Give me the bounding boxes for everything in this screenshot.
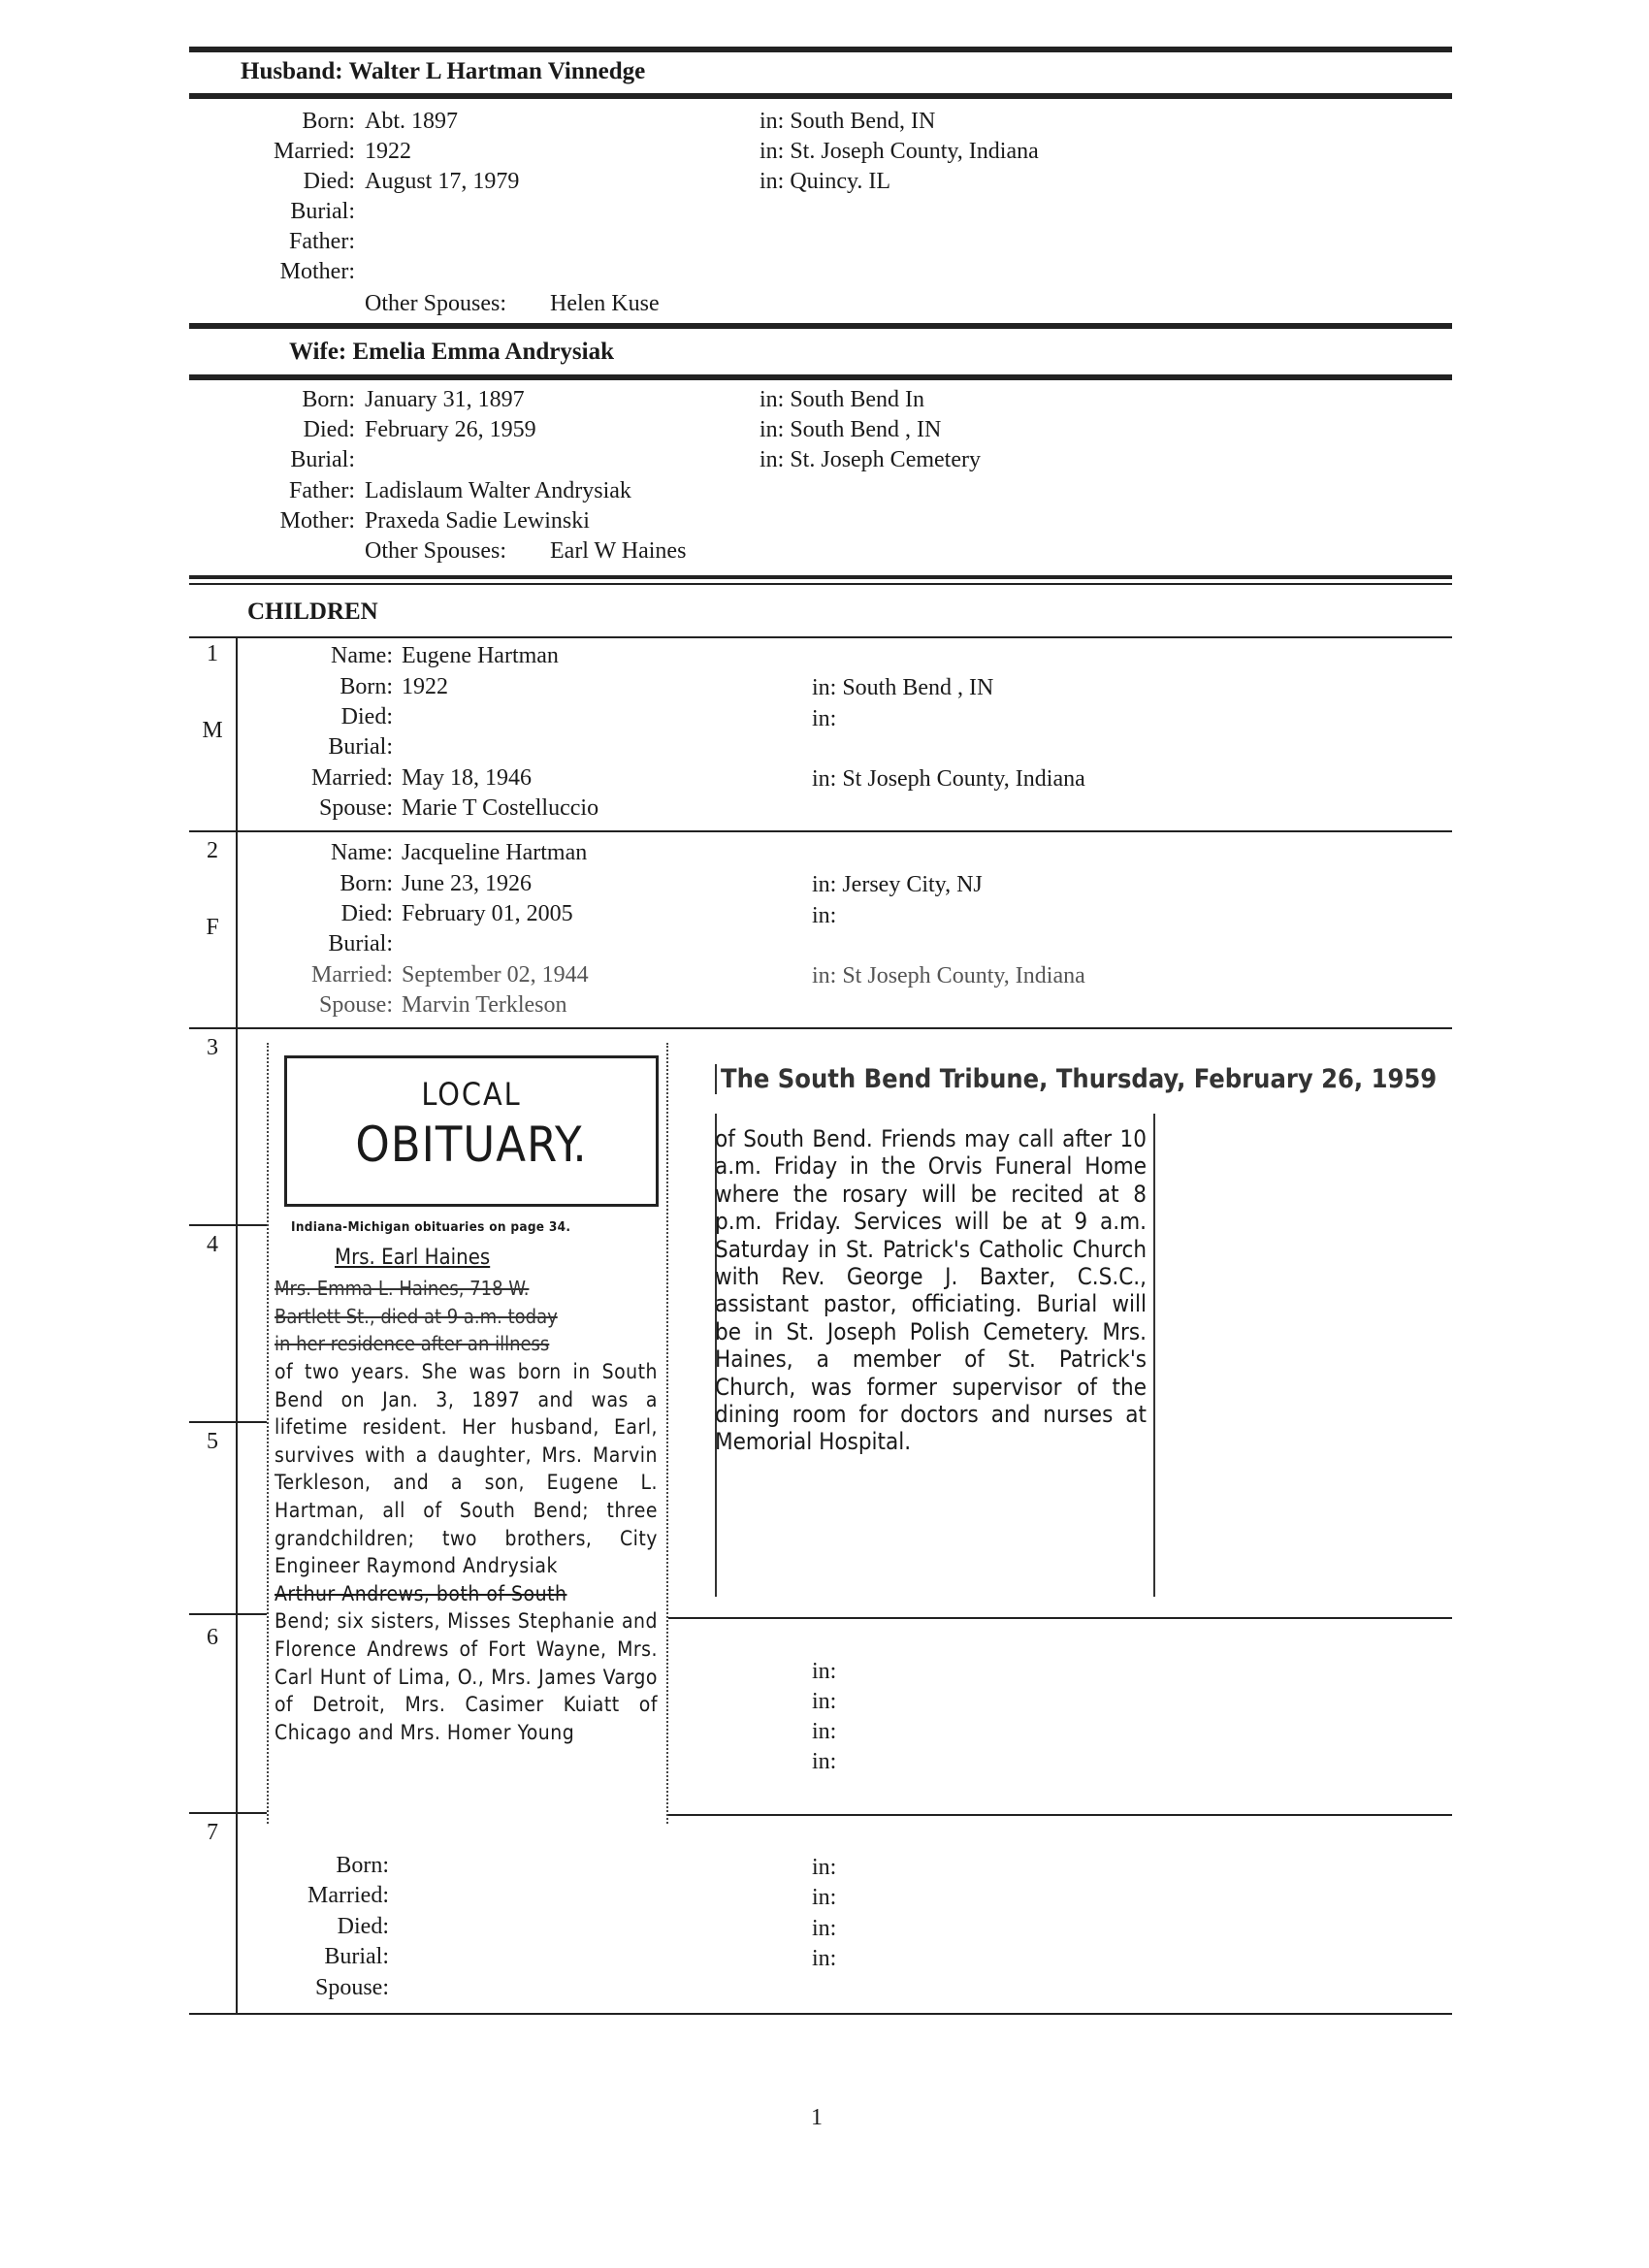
child-spouse: Marvin Terkleson [402, 992, 567, 1018]
spouse-label: Spouse: [318, 795, 393, 821]
child-born-place: in: Jersey City, NJ [812, 872, 983, 897]
child-born: June 23, 1926 [402, 871, 532, 896]
child-7-in-label: in: [812, 1855, 837, 1880]
divider [189, 1224, 267, 1226]
child-spouse: Marie T Costelluccio [402, 795, 599, 821]
struck-line: Bartlett St., died at 9 a.m. today [275, 1304, 558, 1328]
died-label: Died: [337, 1914, 389, 1939]
burial-label: Burial: [290, 447, 355, 472]
divider [189, 374, 1452, 380]
died-label: Died: [303, 417, 355, 442]
wife-died-place: in: South Bend , IN [760, 417, 942, 442]
child-number: 3 [207, 1035, 218, 1060]
child-died-place: in: [812, 903, 837, 928]
obituary-body-local [275, 1358, 658, 1746]
child-7-in-label: in: [812, 1946, 837, 1971]
child-married: September 02, 1944 [402, 962, 589, 988]
divider [189, 636, 1452, 638]
child-number: 6 [207, 1625, 218, 1650]
husband-born: Abt. 1897 [365, 109, 458, 134]
wife-burial-place: in: St. Joseph Cemetery [760, 447, 981, 472]
other-spouses-label: Other Spouses: [365, 291, 506, 316]
born-label: Born: [336, 1853, 389, 1878]
page-number: 1 [811, 2105, 823, 2130]
local-obituary-box [284, 1055, 659, 1207]
mother-label: Mother: [279, 259, 355, 284]
husband-married: 1922 [365, 139, 411, 164]
divider [189, 323, 1452, 329]
child-name: Jacqueline Hartman [402, 840, 588, 865]
child-sex: M [202, 718, 223, 743]
husband-died-place: in: Quincy. IL [760, 169, 891, 194]
tribune-masthead: The South Bend Tribune, Thursday, February 26, 1959 [715, 1064, 1437, 1094]
child-born-place: in: South Bend , IN [812, 675, 994, 700]
child-name: Eugene Hartman [402, 643, 559, 668]
wife-died: February 26, 1959 [365, 417, 536, 442]
child-born: 1922 [402, 674, 448, 699]
child-7-in-label: in: [812, 1916, 837, 1941]
died-label: Died: [340, 704, 393, 729]
wife-father: Ladislaum Walter Andrysiak [365, 478, 631, 503]
struck-obituary-lines [275, 1275, 658, 1358]
divider [189, 93, 1452, 99]
born-label: Born: [340, 871, 393, 896]
child-6-in-label: in: [812, 1749, 837, 1774]
burial-label: Burial: [324, 1944, 389, 1969]
obituary-text: of two years. She was born in South Bend on Jan. 3, 1897 and was a lifetime resident. Her husband, Earl, survives with a daughter, Mrs. Marvin Terkleson, and a son, Eugene L. Hartman, all of South Bend; three grandchildren; two brothers, City Engineer Raymond Andrysiak [275, 1360, 658, 1578]
born-label: Born: [302, 109, 355, 134]
father-label: Father: [289, 229, 355, 254]
obituary-page-note: Indiana-Michigan obituaries on page 34. [291, 1219, 571, 1235]
obituary-body-tribune [715, 1125, 1147, 1456]
mother-label: Mother: [279, 508, 355, 534]
husband-heading: Husband: Walter L Hartman Vinnedge [241, 58, 646, 84]
obituary-text: Bend; six sisters, Misses Stephanie and Florence Andrews of Fort Wayne, Mrs. Carl Hunt of Lima, O., Mrs. James Vargo of Detroit, Mrs. Casimer Kuiatt of Chicago and Mrs. Homer Young [275, 1609, 658, 1744]
local-heading: LOCAL [421, 1076, 522, 1113]
child-married: May 18, 1946 [402, 765, 532, 791]
divider [664, 1617, 1452, 1619]
husband-name: Walter L Hartman Vinnedge [348, 58, 646, 84]
wife-mother: Praxeda Sadie Lewinski [365, 508, 590, 534]
wife-other-spouses: Earl W Haines [550, 538, 687, 564]
child-married-place: in: St Joseph County, Indiana [812, 963, 1085, 988]
spouse-label: Spouse: [318, 992, 393, 1018]
burial-label: Burial: [328, 931, 393, 956]
child-number: 2 [207, 838, 218, 863]
children-heading: CHILDREN [247, 599, 378, 625]
wife-born: January 31, 1897 [365, 387, 525, 412]
struck-line: Mrs. Emma L. Haines, 718 W. [275, 1277, 530, 1300]
obituary-heading: OBITUARY. [355, 1117, 588, 1173]
divider [189, 47, 1452, 52]
child-number: 1 [207, 641, 218, 666]
child-6-in-label: in: [812, 1659, 837, 1684]
wife-heading: Wife: Emelia Emma Andrysiak [289, 339, 614, 365]
other-spouses-label: Other Spouses: [365, 538, 506, 564]
obituary-text: of South Bend. Friends may call after 10 a.m. Friday in the Orvis Funeral Home where the rosary will be recited at 8 p.m. Friday. Services will be at 9 a.m. Saturday in St. Patrick's Catholic Church with Rev. George J. Baxter, C.S.C., assistant pastor, officiating. Burial will be in St. Joseph Polish Cemetery. Mrs. Haines, a member of St. Patrick's Church, was former supervisor of the dining room for doctors and nurses at Memorial Hospital. [715, 1125, 1147, 1456]
child-number: 4 [207, 1232, 218, 1257]
divider [189, 575, 1452, 579]
child-died-place: in: [812, 706, 837, 731]
obituary-headline: Mrs. Earl Haines [335, 1246, 491, 1270]
child-married-place: in: St Joseph County, Indiana [812, 766, 1085, 792]
married-label: Married: [311, 765, 393, 791]
divider [189, 1812, 267, 1814]
name-label: Name: [331, 643, 393, 668]
child-number: 5 [207, 1429, 218, 1454]
died-label: Died: [340, 901, 393, 926]
husband-married-place: in: St. Joseph County, Indiana [760, 139, 1039, 164]
struck-line: in her residence after an illness [275, 1332, 550, 1355]
child-6-in-label: in: [812, 1689, 837, 1714]
name-label: Name: [331, 840, 393, 865]
obituary-struck-text: Arthur Andrews, both of South [275, 1581, 567, 1605]
married-label: Married: [274, 139, 355, 164]
husband-born-place: in: South Bend, IN [760, 109, 936, 134]
husband-other-spouses: Helen Kuse [550, 291, 660, 316]
child-6-in-label: in: [812, 1719, 837, 1744]
divider [189, 1027, 1452, 1029]
died-label: Died: [303, 169, 355, 194]
child-sex: F [206, 915, 219, 940]
wife-name: Emelia Emma Andrysiak [352, 339, 614, 365]
father-label: Father: [289, 478, 355, 503]
married-label: Married: [311, 962, 393, 988]
burial-label: Burial: [328, 734, 393, 760]
wife-born-place: in: South Bend In [760, 387, 925, 412]
child-number-column-rule [236, 636, 238, 2015]
born-label: Born: [340, 674, 393, 699]
husband-died: August 17, 1979 [365, 169, 520, 194]
married-label: Married: [307, 1883, 389, 1908]
divider [189, 1421, 267, 1423]
divider [189, 2013, 1452, 2015]
divider [189, 583, 1452, 585]
spouse-label: Spouse: [314, 1975, 389, 2000]
divider [664, 1814, 1452, 1816]
child-7-in-label: in: [812, 1885, 837, 1910]
divider [189, 830, 1452, 832]
born-label: Born: [302, 387, 355, 412]
child-died: February 01, 2005 [402, 901, 573, 926]
divider [189, 1613, 267, 1615]
child-number: 7 [207, 1820, 218, 1845]
burial-label: Burial: [290, 199, 355, 224]
